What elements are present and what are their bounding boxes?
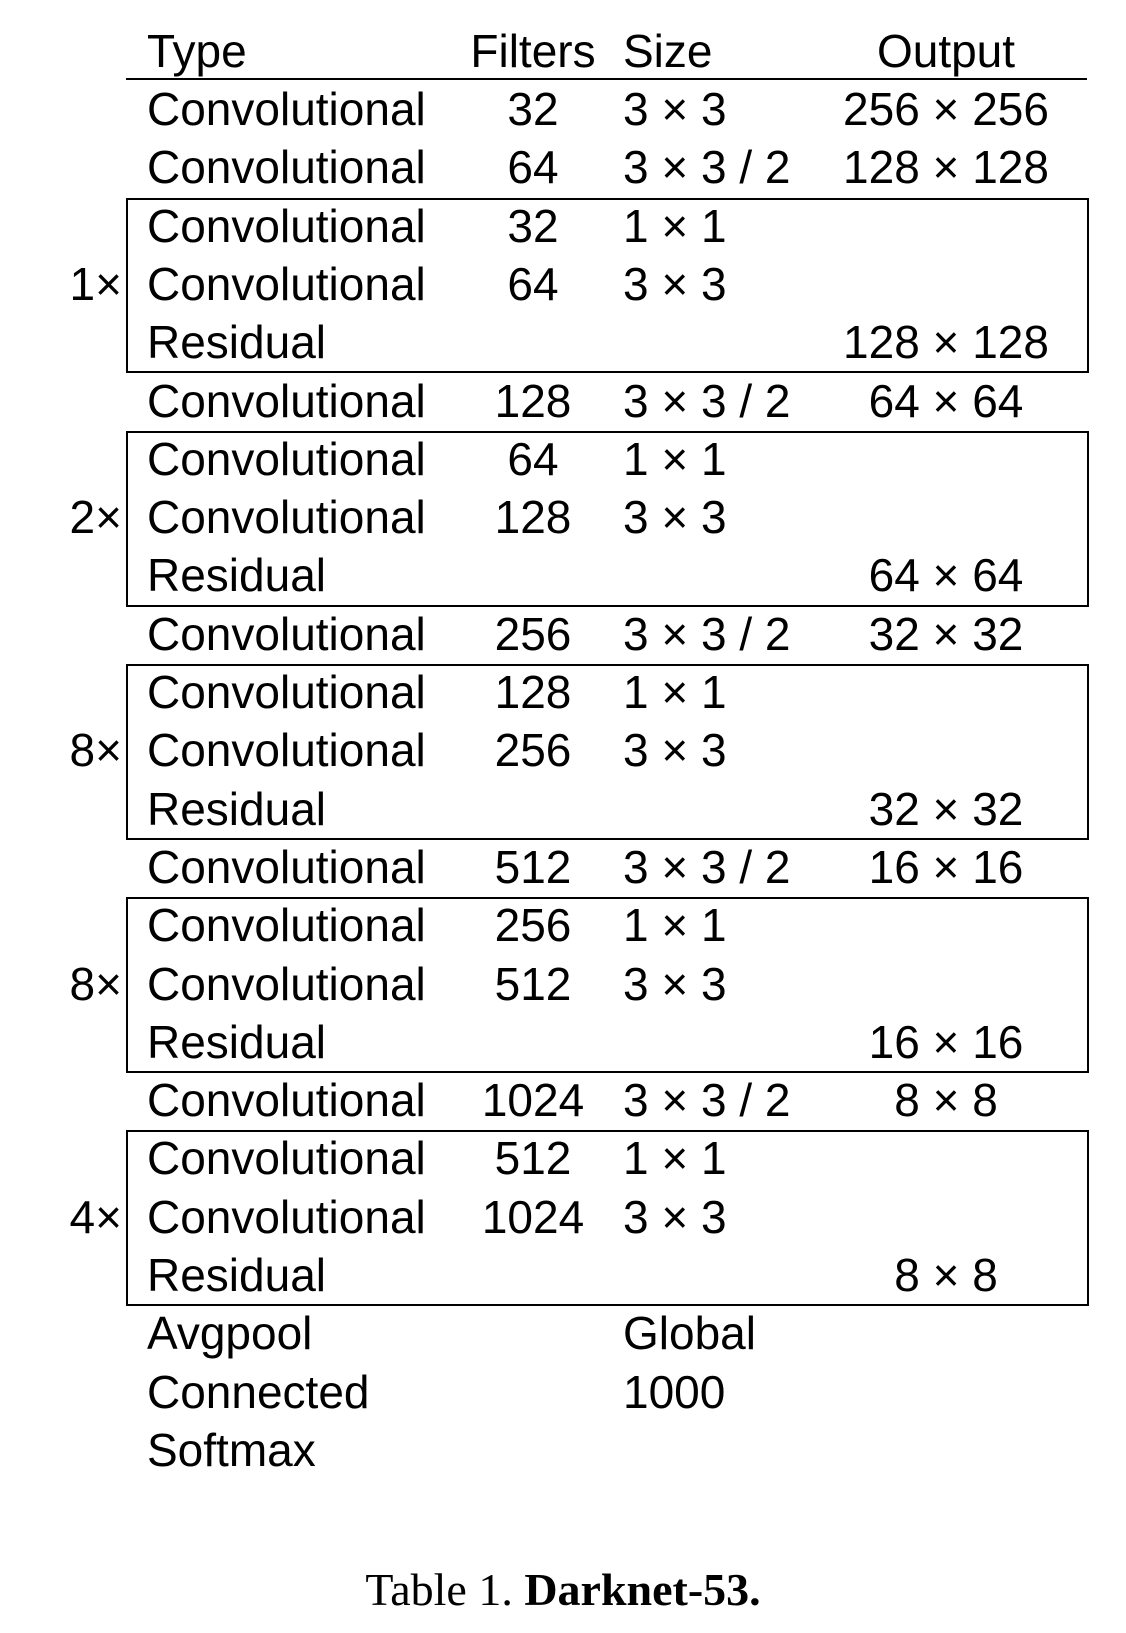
row-5-type: Residual <box>147 316 326 369</box>
header-size: Size <box>623 25 713 77</box>
header-filters: Filters <box>470 25 596 77</box>
row-19-type: Convolutional <box>147 1132 426 1185</box>
residual-block-1-repeat: 1× <box>69 257 122 310</box>
row-4-filters: 64 <box>507 257 559 310</box>
row-23-size: 1000 <box>623 1365 726 1418</box>
row-16-filters: 512 <box>494 957 572 1010</box>
row-12-filters: 256 <box>494 724 572 777</box>
row-24-type: Softmax <box>147 1423 316 1476</box>
row-22-type: Avgpool <box>147 1307 313 1360</box>
row-1-type: Convolutional <box>147 83 426 135</box>
row-18-filters: 1024 <box>481 1074 585 1127</box>
row-2-size: 3 × 3 / 2 <box>623 141 791 194</box>
row-6-size: 3 × 3 / 2 <box>623 374 791 427</box>
row-9-type: Residual <box>147 549 326 602</box>
residual-block-4-repeat: 8× <box>69 957 122 1010</box>
row-19-filters: 512 <box>494 1132 572 1185</box>
row-7-filters: 64 <box>507 432 559 485</box>
residual-block-5-repeat: 4× <box>69 1190 122 1243</box>
row-10-type: Convolutional <box>147 607 426 660</box>
row-13-output: 32 × 32 <box>868 782 1024 835</box>
caption-title: Darknet-53. <box>524 1564 761 1615</box>
residual-block-2-repeat: 2× <box>69 491 122 544</box>
row-2-type: Convolutional <box>147 141 426 194</box>
row-17-output: 16 × 16 <box>868 1015 1024 1068</box>
row-1-filters: 32 <box>507 83 559 135</box>
header-output: Output <box>876 25 1016 77</box>
row-12-size: 3 × 3 <box>623 724 727 777</box>
row-3-size: 1 × 1 <box>623 199 727 252</box>
row-14-filters: 512 <box>494 840 572 893</box>
row-5-output: 128 × 128 <box>843 316 1049 369</box>
row-9-output: 64 × 64 <box>868 549 1024 602</box>
row-20-type: Convolutional <box>147 1190 426 1243</box>
row-11-filters: 128 <box>494 666 572 718</box>
row-24-output <box>828 1421 1064 1479</box>
row-19-size: 1 × 1 <box>623 1132 727 1185</box>
row-12-type: Convolutional <box>147 724 426 777</box>
header-type: Type <box>147 25 247 77</box>
row-11-type: Convolutional <box>147 666 426 718</box>
row-23-filters <box>470 1363 596 1421</box>
row-17-type: Residual <box>147 1015 326 1068</box>
row-14-output: 16 × 16 <box>868 840 1024 893</box>
row-10-output: 32 × 32 <box>868 607 1024 660</box>
residual-block-5-box <box>126 1130 1089 1306</box>
row-10-filters: 256 <box>494 607 572 660</box>
row-20-filters: 1024 <box>481 1190 585 1243</box>
row-20-size: 3 × 3 <box>623 1190 727 1243</box>
row-24-filters <box>470 1421 596 1479</box>
row-7-size: 1 × 1 <box>623 432 727 485</box>
residual-block-1-box <box>126 198 1089 374</box>
row-4-size: 3 × 3 <box>623 257 727 310</box>
row-11-size: 1 × 1 <box>623 666 727 718</box>
row-23-type: Connected <box>147 1365 370 1418</box>
row-15-size: 1 × 1 <box>623 899 727 952</box>
row-18-size: 3 × 3 / 2 <box>623 1074 791 1127</box>
row-3-type: Convolutional <box>147 199 426 252</box>
row-23-output <box>828 1363 1064 1421</box>
row-8-size: 3 × 3 <box>623 491 727 544</box>
row-22-output <box>828 1304 1064 1362</box>
row-8-filters: 128 <box>494 491 572 544</box>
residual-block-4-box <box>126 897 1089 1073</box>
row-15-filters: 256 <box>494 899 572 952</box>
row-21-type: Residual <box>147 1249 326 1301</box>
row-16-size: 3 × 3 <box>623 957 727 1010</box>
row-3-filters: 32 <box>507 199 559 252</box>
row-22-filters <box>470 1304 596 1362</box>
row-14-size: 3 × 3 / 2 <box>623 840 791 893</box>
row-6-output: 64 × 64 <box>868 374 1024 427</box>
residual-block-2-box <box>126 431 1089 607</box>
row-7-type: Convolutional <box>147 432 426 485</box>
row-14-type: Convolutional <box>147 840 426 893</box>
residual-block-3-repeat: 8× <box>69 724 122 777</box>
row-18-type: Convolutional <box>147 1074 426 1127</box>
row-10-size: 3 × 3 / 2 <box>623 607 791 660</box>
row-22-size: Global <box>623 1307 756 1360</box>
row-8-type: Convolutional <box>147 491 426 544</box>
row-13-type: Residual <box>147 782 326 835</box>
row-16-type: Convolutional <box>147 957 426 1010</box>
row-2-filters: 64 <box>507 141 559 194</box>
row-1-output: 256 × 256 <box>843 83 1049 135</box>
row-15-type: Convolutional <box>147 899 426 952</box>
row-4-type: Convolutional <box>147 257 426 310</box>
row-6-filters: 128 <box>494 374 572 427</box>
row-18-output: 8 × 8 <box>894 1074 998 1127</box>
row-2-output: 128 × 128 <box>843 141 1049 194</box>
table-caption <box>0 1562 1126 1618</box>
row-6-type: Convolutional <box>147 374 426 427</box>
row-21-output: 8 × 8 <box>894 1249 998 1301</box>
row-1-size: 3 × 3 <box>623 83 727 135</box>
caption-prefix: Table 1. <box>365 1564 525 1615</box>
residual-block-3-box <box>126 664 1089 840</box>
